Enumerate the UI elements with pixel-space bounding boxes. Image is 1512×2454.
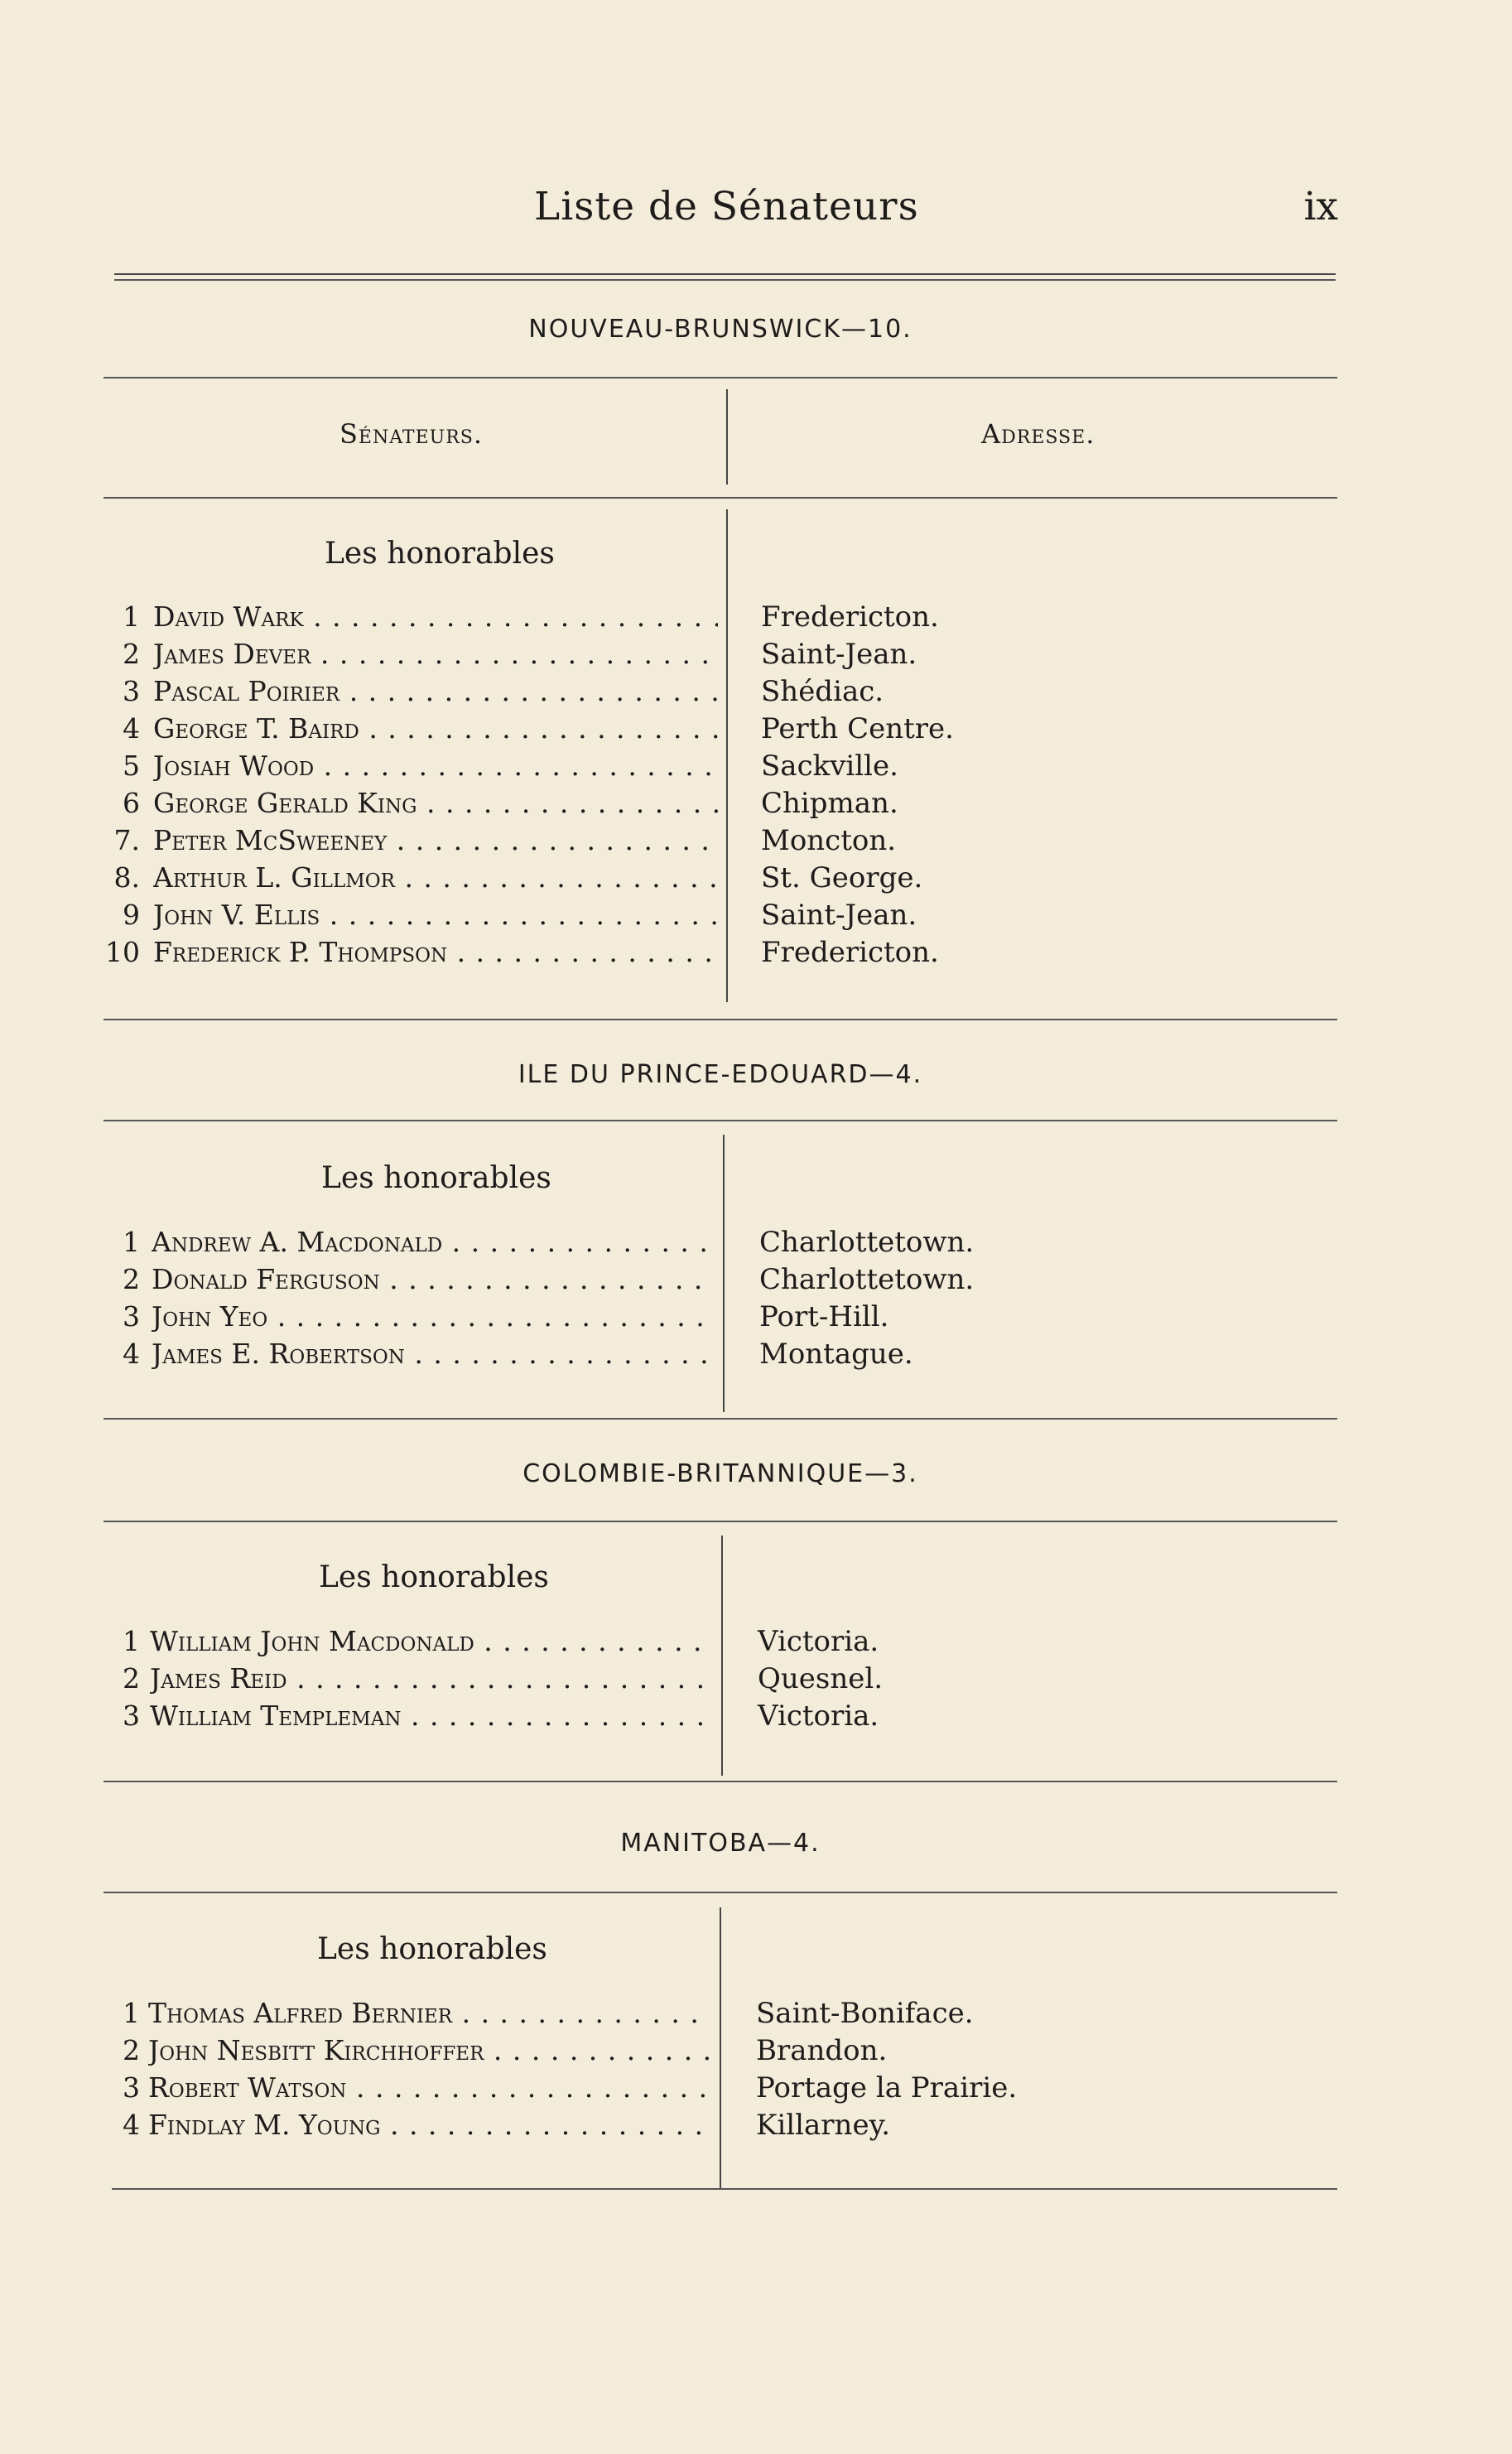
running-title: Liste de Sénateurs — [534, 184, 919, 229]
table-row — [104, 936, 1337, 973]
senator-name: William Templeman . . . — [150, 1699, 713, 1732]
table-row — [104, 1300, 1337, 1338]
senator-address: Shédiac. — [761, 675, 884, 708]
senator-address: Sackville. — [761, 750, 898, 783]
table-row — [104, 712, 1337, 750]
row-number: 1 — [123, 600, 140, 633]
table-row — [104, 2034, 1337, 2071]
row-number: 2 — [123, 1263, 140, 1295]
table-row — [104, 861, 1337, 899]
senators-column-header: Sénateurs. — [339, 418, 483, 450]
intro-text: Les honorables — [317, 1932, 547, 1966]
table-row — [104, 1263, 1337, 1300]
senator-address: Perth Centre. — [761, 712, 954, 745]
table-row — [104, 2071, 1337, 2109]
senator-address: Moncton. — [761, 824, 897, 857]
table-row — [104, 1997, 1337, 2034]
senator-address: Saint-Jean. — [761, 638, 917, 671]
table-row — [104, 750, 1337, 787]
senator-name: Thomas Alfred Bernier . . . — [148, 1997, 711, 2029]
section-ile-du-prince-edouard — [104, 1060, 1337, 1425]
senator-address: Fredericton. — [761, 936, 939, 969]
header-rule — [114, 279, 1336, 281]
row-number: 7. — [113, 824, 140, 856]
senator-name: John Nesbitt Kirchhoffer . . . — [148, 2034, 711, 2066]
column-divider — [726, 389, 728, 485]
senator-address: Chipman. — [761, 787, 898, 820]
row-number: 2 — [123, 1662, 140, 1695]
senator-name: Josiah Wood . . . — [153, 750, 718, 782]
senator-name: John Yeo . . . — [152, 1300, 715, 1333]
section-nouveau-brunswick — [104, 315, 1337, 1027]
intro-text: Les honorables — [325, 537, 555, 571]
section-title: MANITOBA—4. — [620, 1829, 821, 1858]
page-number: ix — [1303, 184, 1338, 229]
row-number: 6 — [123, 787, 140, 819]
table-row — [104, 787, 1337, 824]
senator-address: Victoria. — [758, 1699, 879, 1733]
table-row — [104, 1625, 1337, 1662]
senator-address: Fredericton. — [761, 600, 939, 634]
header-rule — [114, 273, 1336, 275]
table-row — [104, 600, 1337, 638]
section-colombie-britannique — [104, 1459, 1337, 1791]
table-row — [104, 2109, 1337, 2146]
section-bottom-rule — [104, 1781, 1337, 1782]
senator-name: Pascal Poirier . . . — [153, 675, 718, 707]
table-row — [104, 1662, 1337, 1699]
address-column-header: Adresse. — [981, 418, 1095, 450]
senator-address: Port-Hill. — [759, 1300, 889, 1333]
senator-name: Peter McSweeney . . . — [153, 824, 718, 856]
row-number: 4 — [123, 712, 140, 745]
senator-name: Arthur L. Gillmor . . . — [153, 861, 718, 894]
row-number: 4 — [123, 2109, 140, 2141]
row-number: 1 — [123, 1625, 140, 1657]
row-number: 8. — [113, 861, 140, 894]
section-bottom-rule — [104, 1418, 1337, 1420]
section-top-rule — [104, 1120, 1337, 1121]
senator-name: James E. Robertson . . . — [152, 1338, 715, 1370]
senator-name: Andrew A. Macdonald . . . — [152, 1226, 715, 1258]
row-number: 2 — [123, 638, 140, 670]
senator-name: Robert Watson . . . — [148, 2071, 711, 2104]
senator-address: Charlottetown. — [759, 1263, 975, 1296]
row-number: 10 — [105, 936, 140, 968]
row-number: 3 — [123, 1699, 140, 1732]
senator-address: St. George. — [761, 861, 923, 894]
section-bottom-rule — [104, 1019, 1337, 1020]
senator-name: John V. Ellis . . . — [153, 899, 718, 931]
senator-name: George Gerald King . . . — [153, 787, 718, 819]
section-manitoba — [104, 1829, 1337, 2201]
row-number: 2 — [123, 2034, 140, 2066]
row-number: 1 — [123, 1997, 140, 2029]
running-head — [0, 184, 1512, 234]
senator-name: Donald Ferguson . . . — [152, 1263, 715, 1295]
section-title: ILE DU PRINCE-EDOUARD—4. — [518, 1060, 923, 1089]
table-row — [104, 675, 1337, 712]
row-number: 1 — [123, 1226, 140, 1258]
senator-address: Portage la Prairie. — [756, 2071, 1018, 2104]
senator-address: Victoria. — [758, 1625, 879, 1658]
senator-name: William John Macdonald . . . — [150, 1625, 713, 1657]
senator-name: James Dever . . . — [153, 638, 718, 670]
table-row — [104, 1699, 1337, 1737]
table-row — [104, 638, 1337, 675]
senator-address: Saint-Jean. — [761, 899, 917, 932]
section-top-rule — [104, 1521, 1337, 1522]
senator-name: George T. Baird . . . — [153, 712, 718, 745]
intro-text: Les honorables — [319, 1560, 549, 1594]
section-top-rule — [104, 1892, 1337, 1893]
section-top-rule — [104, 377, 1337, 378]
row-number: 9 — [123, 899, 140, 931]
table-row — [104, 1226, 1337, 1263]
senator-name: James Reid . . . — [150, 1662, 713, 1695]
section-title: NOUVEAU-BRUNSWICK—10. — [528, 315, 912, 344]
row-number: 3 — [123, 2071, 140, 2104]
senator-name: Findlay M. Young . . . — [148, 2109, 711, 2141]
table-row — [104, 824, 1337, 861]
senator-name: Frederick P. Thompson . . . — [153, 936, 718, 968]
section-bottom-rule — [112, 2188, 1337, 2190]
row-number: 3 — [123, 675, 140, 707]
row-number: 3 — [123, 1300, 140, 1333]
row-number: 4 — [123, 1338, 140, 1370]
column-header-rule — [104, 497, 1337, 499]
senator-address: Montague. — [759, 1338, 913, 1371]
senator-address: Quesnel. — [758, 1662, 884, 1695]
senator-address: Charlottetown. — [759, 1226, 975, 1259]
row-number: 5 — [123, 750, 140, 782]
intro-text: Les honorables — [321, 1161, 551, 1195]
senator-address: Saint-Boniface. — [756, 1997, 974, 2030]
section-title: COLOMBIE-BRITANNIQUE—3. — [522, 1459, 918, 1488]
senator-name: David Wark . . . — [153, 600, 718, 633]
table-row — [104, 899, 1337, 936]
table-row — [104, 1338, 1337, 1375]
senator-address: Killarney. — [756, 2109, 891, 2142]
senator-address: Brandon. — [756, 2034, 888, 2067]
